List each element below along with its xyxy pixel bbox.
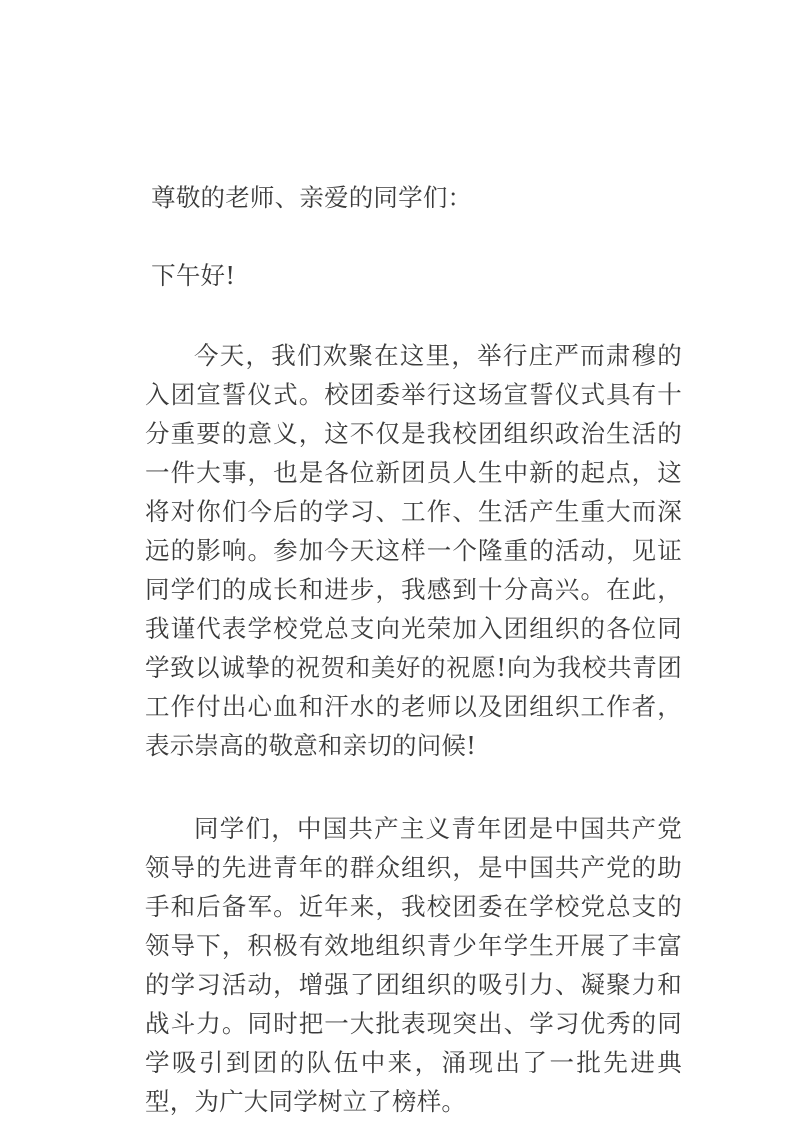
greeting-line: 下午好! <box>151 261 236 290</box>
salutation-line: 尊敬的老师、亲爱的同学们： <box>151 183 473 212</box>
body-paragraph-2: 同学们，中国共产主义青年团是中国共产党领导的先进青年的群众组织，是中国共产党的助手和后备军。近年来，我校团委在学校党总支的领导下，积极有效地组织青少年学生开展了丰富的学习活动，增强了团组织的吸引力、凝聚力和战斗力。同时把一大批表现突出、学习优秀的同学吸引到团的队伍中来，涌现出了一批先进典型，为广大同学树立了榜样。 <box>145 814 682 1116</box>
spacer-after-greeting <box>145 295 682 336</box>
body-paragraph-1: 今天，我们欢聚在这里，举行庄严而肃穆的入团宣誓仪式。校团委举行这场宣誓仪式具有十分重要的意义，这不仅是我校团组织政治生活的一件大事，也是各位新团员人生中新的起点，这将对你们今后的学习、工作、生活产生重大而深远的影响。参加今天这样一个隆重的活动，见证同学们的成长和进步，我感到十分高兴。在此，我谨代表学校党总支向光荣加入团组织的各位同学致以诚挚的祝贺和美好的祝愿!向为我校共青团工作付出心血和汗水的老师以及团组织工作者，表示崇高的敬意和亲切的问候! <box>145 341 682 760</box>
document-text-column <box>145 178 682 1121</box>
spacer-between-paragraphs <box>145 765 682 809</box>
spacer-after-salutation <box>145 217 682 256</box>
